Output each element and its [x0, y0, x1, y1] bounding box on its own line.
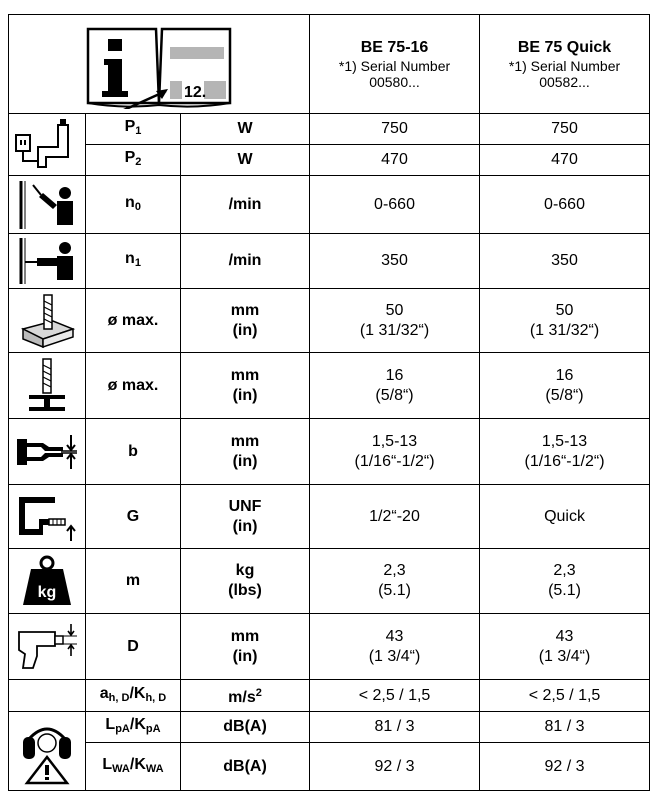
unit-dia-steel-imperial: (in): [232, 386, 258, 404]
value-dia-wood-model1-imperial: (1 31/32“): [359, 321, 430, 339]
row-weight: [9, 549, 650, 614]
value-dia-wood-model1-metric: 50: [385, 301, 404, 319]
model-header-1: [310, 15, 480, 114]
unit-dia-steel: [181, 353, 310, 419]
row-spindle-thread: [9, 485, 650, 549]
symbol-lwa: [86, 743, 181, 791]
value-d-model2-metric: 43: [555, 627, 574, 645]
model-name-1: BE 75-16: [360, 39, 429, 56]
spindle-thread-icon-cell: [9, 485, 86, 549]
unit-b-imperial: (in): [232, 452, 258, 470]
unit-m-imperial: (lbs): [228, 582, 262, 599]
symbol-m: m: [86, 549, 181, 614]
symbol-lwa-l: L: [102, 755, 113, 773]
steel-drill-icon-cell: [9, 353, 86, 419]
symbol-n1-main: n: [125, 250, 135, 267]
chuck-range-icon-cell: [9, 419, 86, 485]
symbol-n0-sub: 0: [134, 200, 141, 213]
value-n0-model1: 0-660: [310, 176, 480, 234]
symbol-vibration-a: a: [99, 684, 109, 702]
symbol-p1-main: P: [124, 118, 136, 135]
symbol-lwa-k-sub: WA: [145, 762, 164, 775]
collar-diameter-icon-cell: [9, 614, 86, 680]
symbol-d: D: [86, 614, 181, 680]
value-m-model1: [310, 549, 480, 614]
steel-drill-icon: [17, 357, 77, 415]
row-diameter-steel: [9, 353, 650, 419]
spindle-thread-icon: [15, 491, 79, 543]
value-d-model2-imperial: (1 3/4“): [538, 647, 591, 665]
value-n0-model2: 0-660: [480, 176, 650, 234]
symbol-vibration-sep: /: [129, 684, 134, 702]
symbol-p1-sub: 1: [135, 125, 142, 137]
value-p2-model1: 470: [310, 145, 480, 176]
serial-label-1: *1) Serial Number: [338, 58, 451, 74]
unit-n0: /min: [181, 176, 310, 234]
value-b-model1: [310, 419, 480, 485]
unit-d: [181, 614, 310, 680]
symbol-vibration-k: K: [133, 684, 146, 702]
operator-drill-up-icon: [15, 179, 79, 231]
unit-m-metric: kg: [235, 562, 255, 579]
value-dia-wood-model2-imperial: (1 31/32“): [529, 321, 600, 339]
symbol-dia-wood: ø max.: [86, 289, 181, 353]
unit-vibration-sup: 2: [255, 687, 262, 699]
value-n1-model1: 350: [310, 234, 480, 289]
unit-lpa: dB(A): [181, 712, 310, 743]
row-sound-pressure: [9, 712, 650, 743]
model-header-2: [480, 15, 650, 114]
symbol-p2: [86, 145, 181, 176]
value-dia-wood-model2-metric: 50: [555, 301, 574, 319]
value-m-model2-imperial: (5.1): [548, 582, 581, 599]
unit-n1: /min: [181, 234, 310, 289]
wood-drill-icon: [17, 293, 77, 349]
value-dia-wood-model2: [480, 289, 650, 353]
unit-p1: W: [181, 114, 310, 145]
unit-dia-steel-metric: mm: [230, 366, 260, 384]
noise-icon-cell: [9, 712, 86, 791]
symbol-lpa-sep: /: [129, 716, 135, 733]
symbol-lpa-k-sub: pA: [145, 723, 161, 735]
value-m-model1-metric: 2,3: [383, 562, 406, 579]
symbol-lwa-sep: /: [129, 755, 135, 773]
value-lwa-model1: 92 / 3: [310, 743, 480, 791]
vibration-icon-cell: [9, 680, 86, 712]
symbol-lwa-k: K: [134, 755, 146, 773]
unit-g-thread: UNF: [228, 497, 262, 515]
unit-m: [181, 549, 310, 614]
unit-dia-wood-imperial: (in): [232, 321, 258, 339]
row-vibration: [9, 680, 650, 712]
row-diameter-wood: [9, 289, 650, 353]
unit-b: [181, 419, 310, 485]
value-b-model2-metric: 1,5-13: [541, 432, 588, 450]
manual-book-icon: [84, 19, 234, 109]
value-vibration-model1: < 2,5 / 1,5: [310, 680, 480, 712]
power-plug-drill-icon: [12, 117, 82, 173]
row-collar-diameter: [9, 614, 650, 680]
serial-label-2: *1) Serial Number: [508, 58, 621, 74]
unit-p2: W: [181, 145, 310, 176]
value-dia-steel-model2: [480, 353, 650, 419]
value-dia-steel-model1-imperial: (5/8“): [375, 386, 414, 404]
value-b-model2: [480, 419, 650, 485]
value-d-model1-imperial: (1 3/4“): [368, 647, 421, 665]
wood-drill-icon-cell: [9, 289, 86, 353]
value-m-model2: [480, 549, 650, 614]
serial-number-2: 00582...: [539, 74, 590, 90]
unit-dia-wood-metric: mm: [230, 301, 260, 319]
row-n0: [9, 176, 650, 234]
value-d-model2: [480, 614, 650, 680]
symbol-vibration: [86, 680, 181, 712]
value-vibration-model2: < 2,5 / 1,5: [480, 680, 650, 712]
value-b-model1-metric: 1,5-13: [371, 432, 418, 450]
unit-g-imperial: (in): [232, 517, 258, 535]
value-dia-wood-model1: [310, 289, 480, 353]
symbol-p1: [86, 114, 181, 145]
symbol-dia-steel: ø max.: [86, 353, 181, 419]
value-n1-model2: 350: [480, 234, 650, 289]
row-n1: [9, 234, 650, 289]
unit-b-metric: mm: [230, 432, 260, 450]
symbol-n1-sub: 1: [134, 257, 141, 269]
symbol-p2-sub: 2: [135, 156, 142, 168]
symbol-lwa-l-sub: WA: [112, 762, 130, 775]
idle-speed-icon-cell: [9, 176, 86, 234]
value-d-model1: [310, 614, 480, 680]
value-dia-steel-model2-metric: 16: [555, 366, 574, 384]
symbol-lpa-k: K: [134, 716, 146, 733]
value-g-model2: Quick: [480, 485, 650, 549]
symbol-n0-main: n: [125, 193, 135, 211]
symbol-g: G: [86, 485, 181, 549]
serial-number-1: 00580...: [369, 74, 420, 90]
value-lpa-model1: 81 / 3: [310, 712, 480, 743]
chuck-jaws-icon: [15, 427, 79, 477]
value-p1-model1: 750: [310, 114, 480, 145]
ear-protection-warning-icon: [19, 717, 75, 785]
symbol-vibration-k-sub: h, D: [145, 691, 167, 704]
symbol-lpa: [86, 712, 181, 743]
value-b-model1-imperial: (1/16“-1/2“): [354, 452, 435, 470]
value-d-model1-metric: 43: [385, 627, 404, 645]
value-p1-model2: 750: [480, 114, 650, 145]
value-lwa-model2: 92 / 3: [480, 743, 650, 791]
value-m-model2-metric: 2,3: [553, 562, 576, 579]
load-speed-icon-cell: [9, 234, 86, 289]
weight-icon-label: kg: [37, 584, 57, 601]
value-m-model1-imperial: (5.1): [378, 582, 411, 599]
unit-dia-wood: [181, 289, 310, 353]
drill-collar-icon: [15, 620, 79, 674]
power-icon-cell: [9, 114, 86, 176]
value-b-model2-imperial: (1/16“-1/2“): [524, 452, 605, 470]
model-name-2: BE 75 Quick: [517, 39, 612, 56]
value-g-model1: 1/2“-20: [310, 485, 480, 549]
book-page-number: 12.: [184, 84, 207, 101]
symbol-p2-main: P: [124, 149, 136, 166]
row-p2: [9, 145, 650, 176]
value-lpa-model2: 81 / 3: [480, 712, 650, 743]
row-p1: [9, 114, 650, 145]
symbol-vibration-a-sub: h, D: [108, 691, 130, 704]
spec-table: [8, 14, 650, 791]
value-p2-model2: 470: [480, 145, 650, 176]
unit-vibration: [181, 680, 310, 712]
weight-icon: [19, 553, 75, 609]
symbol-n0: [86, 176, 181, 234]
operator-drill-wall-icon: [15, 236, 79, 286]
value-dia-steel-model2-imperial: (5/8“): [545, 386, 584, 404]
symbol-lpa-l: L: [105, 716, 116, 733]
manual-icon-cell: [9, 15, 310, 114]
value-dia-steel-model1-metric: 16: [385, 366, 404, 384]
unit-d-imperial: (in): [232, 647, 258, 665]
weight-icon-cell: [9, 549, 86, 614]
symbol-b: b: [86, 419, 181, 485]
unit-g: [181, 485, 310, 549]
unit-vibration-main: m/s: [228, 689, 256, 706]
row-sound-power: [9, 743, 650, 791]
unit-d-metric: mm: [230, 627, 260, 645]
value-dia-steel-model1: [310, 353, 480, 419]
symbol-n1: [86, 234, 181, 289]
symbol-lpa-l-sub: pA: [115, 723, 130, 735]
row-chuck-range: [9, 419, 650, 485]
unit-lwa: dB(A): [181, 743, 310, 791]
header-row: [9, 15, 650, 114]
